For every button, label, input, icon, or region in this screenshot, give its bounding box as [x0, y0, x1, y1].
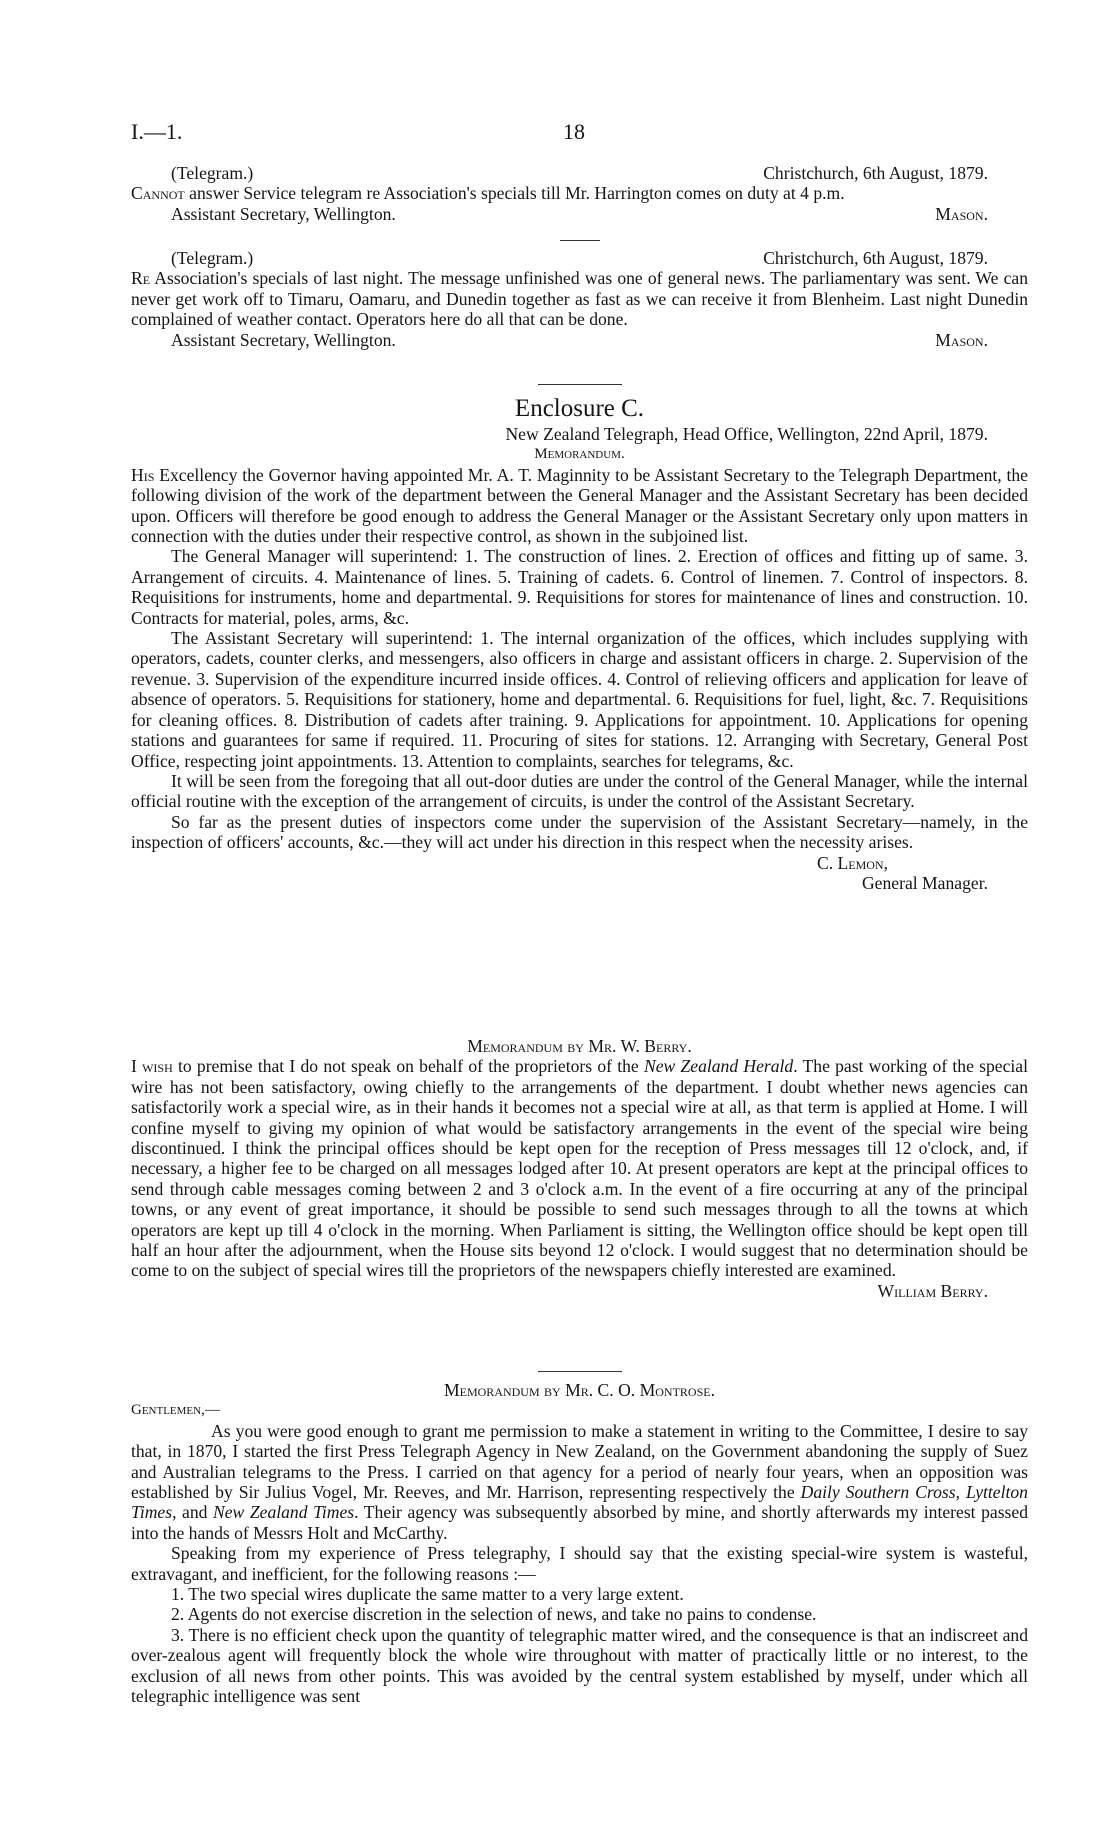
telegram-place-date: Christchurch, 6th August, 1879.	[763, 248, 988, 268]
punctuation: , and	[172, 1502, 208, 1523]
enclosure-paragraph-1: Excellency the Governor having appointed Mr. A. T. Maginnity to be Assistant Secretary to the Telegraph Department, the following division of the work of the department between the General Manager and the Assistant Secretary has been decided upon. Officers will therefore be good enough to address the General Manager or the Assistant Secretary only upon matters in connection with the duties under their respective control, as shown in the subjoined list.	[131, 464, 1028, 547]
telegram-1	[131, 163, 1028, 224]
newspaper-title: Daily Southern Cross	[800, 1482, 956, 1503]
separator-rule	[560, 240, 600, 241]
signature-name: C. Lemon,	[816, 852, 888, 873]
list-item: 2. Agents do not exercise discretion in the selection of news, and take no pains to condense.	[171, 1604, 817, 1625]
enclosure-dateline: New Zealand Telegraph, Head Office, Wellington, 22nd April, 1879.	[505, 424, 988, 444]
montrose-memorandum	[131, 1380, 1028, 1707]
montrose-paragraph-1	[131, 1421, 1028, 1543]
signature-title: General Manager.	[861, 872, 988, 893]
enclosure-paragraph-5: So far as the present duties of inspectors come under the supervision of the Assistant Secretary—namely, in the inspection of officers' accounts, &c.—they will act under his direction in this respect when the necessity arises.	[131, 811, 1028, 853]
separator-rule	[538, 1371, 622, 1372]
telegram-addressee: Assistant Secretary, Wellington.	[171, 329, 396, 350]
telegram-lead-word: Re	[131, 268, 151, 289]
paragraph-text: As you were good enough to grant me permission to make a statement in writing to the Committee, I desire to say that, in 1870, I started the first Press Telegraph Agency in New Zealand, on the Government abandoning the supply of Suez and Australian telegrams to the Press. I carried on that agency for a period of nearly four years, when an opposition was established by Sir Julius Vogel, Mr. Reeves, and Mr. Harrison, representing respectively the	[131, 1420, 1028, 1503]
memo-body-end: . The past working of the special wire has not been satisfactory, owing chiefly to the arrangements of the department. I doubt whether news agencies can satisfactorily work a special wire, as in their hands it becomes not a special wire at all, as that term is applied at Home. I will confine myself to giving my opinion of what would be satisfactory arrangements in the event of the special wire being discontinued. I think the principal offices should be kept open for the reception of Press messages till 12 o'clock, and, if necessary, a higher fee to be charged on all messages lodged after 10. At present operators are kept at the principal offices to send through cable messages coming between 2 and 3 o'clock a.m. In the event of a fire occurring at any of the principal towns, or any event of great importance, it should be possible to send such messages through to all the towns at which operators are kept up till 4 o'clock in the morning. When Parliament is sitting, the Wellington office should be kept open till half an hour after the adjournment, when the House sits beyond 12 o'clock. I would suggest that no determination should be come to on the subject of special wires till the proprietors of the newspapers chiefly interested are examined.	[131, 1056, 1028, 1281]
newspaper-title: New Zealand Times	[213, 1502, 355, 1523]
montrose-paragraph-2: Speaking from my experience of Press telegraphy, I should say that the existing special-wire system is wasteful, extravagant, and inefficient, for the following reasons :—	[131, 1543, 1028, 1584]
telegram-addressee: Assistant Secretary, Wellington.	[171, 203, 396, 224]
enclosure-title: Enclosure C.	[514, 395, 645, 422]
newspaper-title: New Zealand Herald	[643, 1056, 794, 1077]
signature-name: William Berry.	[877, 1280, 988, 1301]
telegram-signature: Mason.	[935, 329, 988, 350]
telegram-lead-word: Cannot	[131, 183, 185, 204]
section-reference: I.—1.	[131, 119, 183, 144]
newspaper-title: Lyttelton Times	[131, 1482, 1028, 1523]
telegram-label: (Telegram.)	[171, 163, 254, 183]
enclosure-paragraph-2: The General Manager will superintend: 1. The construction of lines. 2. Erection of offices and fitting up of same. 3. Arrangement of circuits. 4. Maintenance of lines. 5. Training of cadets. 6. Control of linemen. 7. Control of inspectors. 8. Requisitions for instruments, home and departmental. 9. Requisitions for stores for maintenance of lines and construction. 10. Contracts for material, poles, arms, &c.	[131, 546, 1028, 628]
enclosure-paragraph-3: The Assistant Secretary will superintend: 1. The internal organization of the offices, which includes supplying with operators, cadets, counter clerks, and messengers, also officers in charge and assistant officers in charge. 2. Supervision of the revenue. 3. Supervision of the expenditure incurred inside offices. 4. Control of relieving officers and application for leave of absence of operators. 5. Requisitions for stationery, home and departmental. 6. Requisitions for fuel, light, &c. 7. Requisitions for cleaning offices. 8. Distribution of cadets after training. 9. Applications for appointment. 10. Applications for opening stations and guarantees for same if required. 11. Procuring of sites for stations. 12. Arranging with Secretary, General Post Office, respecting joint appointments. 13. Attention to complaints, searches for telegrams, &c.	[131, 628, 1028, 771]
telegram-label: (Telegram.)	[171, 248, 254, 268]
telegram-body: answer Service telegram re Association's specials till Mr. Harrington comes on duty at 4 p.m.	[189, 183, 845, 204]
telegram-body: Association's specials of last night. The message unfinished was one of general news. The parliamentary was sent. We can never get work off to Timaru, Oamaru, and Dunedin together as fast as we can receive it from Blenheim. Last night Dunedin complained of weather contact. Operators here do all that can be done.	[131, 268, 1028, 330]
separator-rule	[538, 384, 622, 385]
list-item: 3. There is no efficient check upon the quantity of telegraphic matter wired, and the consequence is that an indiscreet and over-zealous agent will frequently block the whole wire throughout with matter of practically little or no interest, to the exclusion of all news from other points. This was avoided by the central system established by myself, under which all telegraphic intelligence was sent	[131, 1624, 1028, 1707]
salutation: Gentlemen,—	[131, 1402, 220, 1419]
paragraph-lead-word: I wish	[131, 1056, 173, 1077]
reasons-list	[131, 1584, 1028, 1706]
telegram-place-date: Christchurch, 6th August, 1879.	[763, 163, 988, 183]
memo-label: Memorandum.	[534, 446, 625, 463]
telegram-signature: Mason.	[935, 203, 988, 224]
memo-title: Memorandum by Mr. W. Berry.	[467, 1036, 692, 1056]
memo-title: Memorandum by Mr. C. O. Montrose.	[444, 1380, 715, 1400]
telegram-2	[131, 248, 1028, 350]
enclosure-paragraph-4: It will be seen from the foregoing that all out-door duties are under the control of the General Manager, while the internal official routine with the exception of the arrangement of circuits, is under the control of the Assistant Secretary.	[131, 770, 1028, 812]
paragraph-lead-word: His	[131, 464, 155, 485]
memo-body-start: to premise that I do not speak on behalf of the proprietors of the	[177, 1056, 639, 1077]
berry-memorandum	[131, 1036, 1028, 1301]
paragraph-text: . Their agency was subsequently absorbed by mine, and shortly afterwards my interest passed into the hands of Messrs Holt and McCarthy.	[131, 1502, 1029, 1543]
enclosure-c	[131, 394, 1028, 893]
punctuation: ,	[955, 1482, 960, 1503]
list-item: 1. The two special wires duplicate the same matter to a very large extent.	[171, 1584, 684, 1605]
page-number: 18	[563, 119, 585, 144]
